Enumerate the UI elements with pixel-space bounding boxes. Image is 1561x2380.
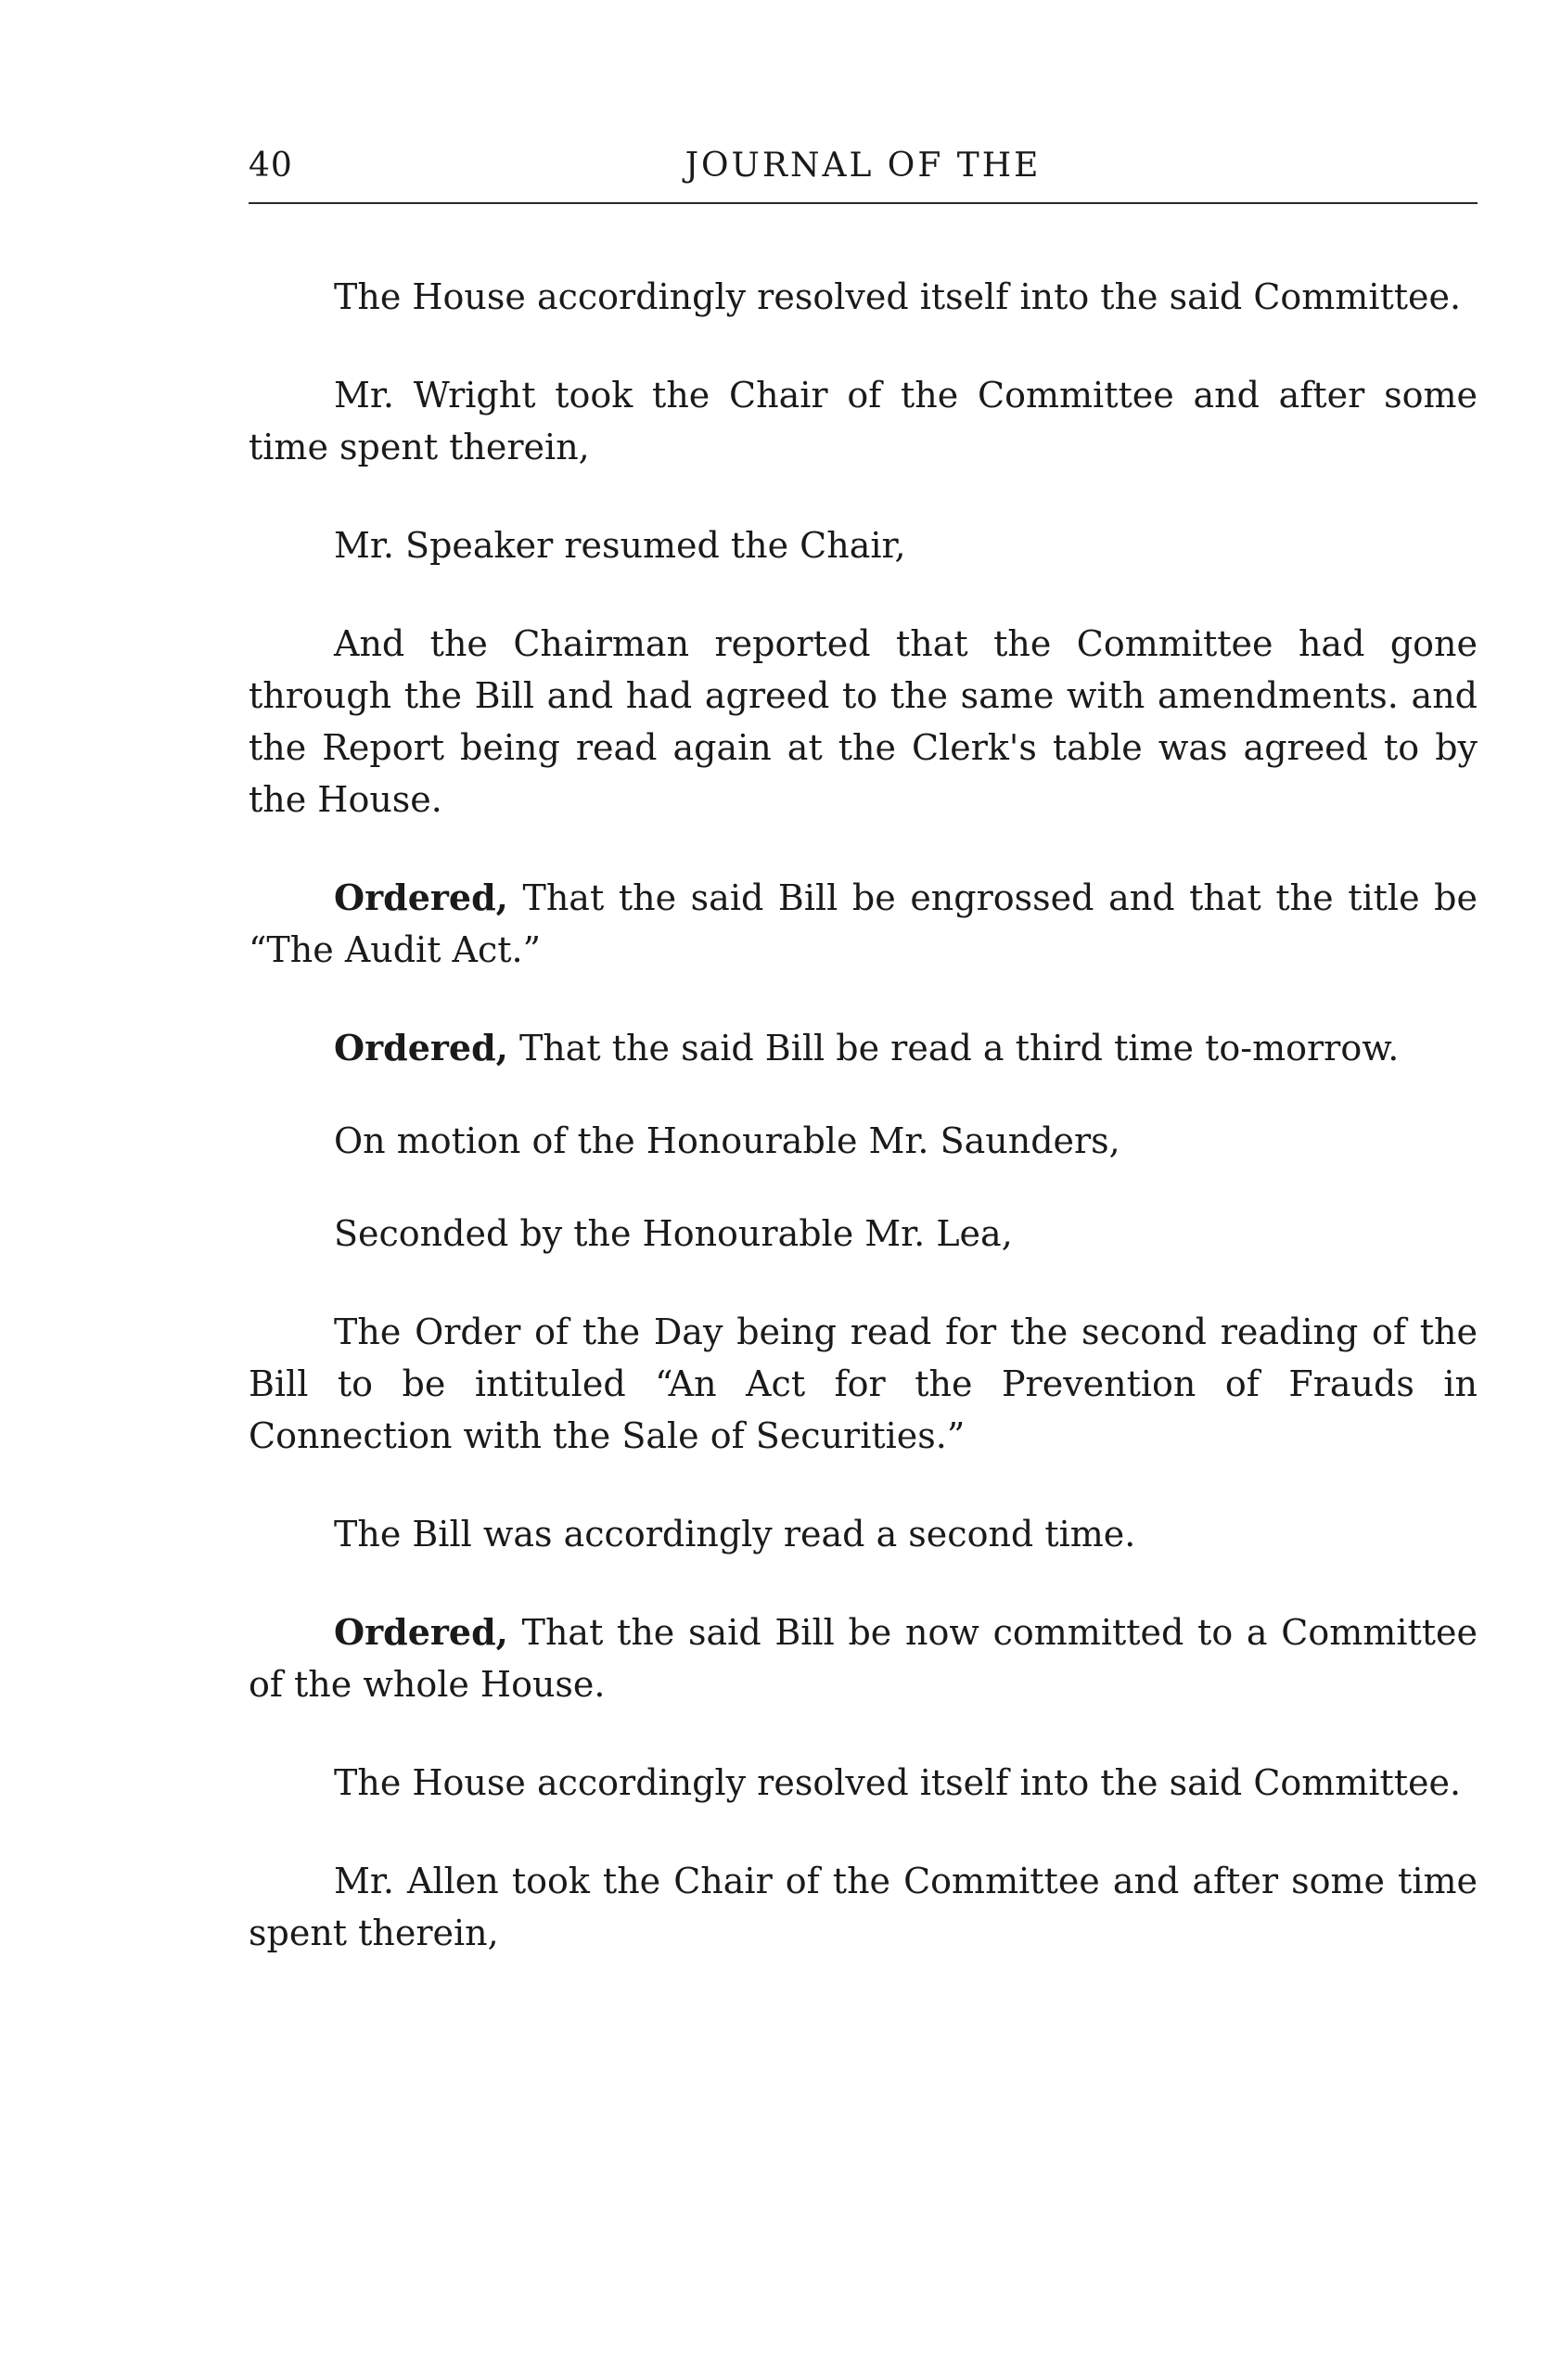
page-header [249, 139, 1478, 195]
paragraph-ordered: Ordered, That the said Bill be now committed to a Committee of the whole House. [249, 1611, 1478, 1705]
ordered-lead: Ordered, [334, 1611, 508, 1653]
running-head: JOURNAL OF THE [685, 147, 1042, 185]
journal-body [249, 271, 1478, 1959]
paragraph: The House accordingly resolved itself into the said Committee. [334, 276, 1462, 317]
paragraph: Mr. Allen took the Chair of the Committee and after some time spent therein, [249, 1861, 1478, 1953]
paragraph-ordered: Ordered, That the said Bill be engrossed and that the title be “The Audit Act.” [249, 877, 1478, 970]
paragraph: The Bill was accordingly read a second time. [334, 1514, 1136, 1555]
paragraph: And the Chairman reported that the Committee had gone through the Bill and had agreed to the same with amendments. and the Report being read again at the Clerk's table was agreed to by the House. [249, 623, 1478, 820]
paragraph: Seconded by the Honourable Mr. Lea, [334, 1213, 1013, 1254]
paragraph: On motion of the Honourable Mr. Saunders, [334, 1120, 1120, 1161]
header-rule [249, 202, 1478, 204]
ordered-lead: Ordered, [334, 877, 508, 918]
page-number: 40 [249, 147, 293, 185]
paragraph: Mr. Wright took the Chair of the Committee and after some time spent therein, [249, 375, 1478, 467]
ordered-lead: Ordered, [334, 1027, 508, 1068]
paragraph-ordered: Ordered, That the said Bill be read a third time to-morrow. [334, 1027, 1400, 1068]
paragraph: The House accordingly resolved itself into the said Committee. [334, 1762, 1462, 1803]
paragraph: The Order of the Day being read for the second reading of the Bill to be intituled “An Act for the Prevention of Frauds in Connection with the Sale of Securities.” [249, 1312, 1478, 1456]
paragraph: Mr. Speaker resumed the Chair, [334, 525, 906, 566]
